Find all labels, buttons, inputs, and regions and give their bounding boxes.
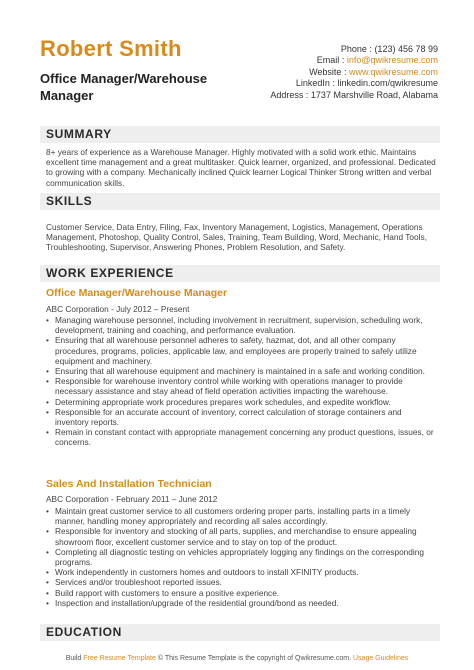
linkedin-value: linkedin.com/qwikresume [337, 78, 438, 89]
summary-text: 8+ years of experience as a Warehouse Manager. Highly motivated with a solid work ethic. Maintains excellent time management and a great multitasker. Quick learner, organized, and professional. Dedicated to growing with a company. Mechanically inclined Quick learner Logical Thinker Strong written and verbal communication skills. [46, 147, 436, 188]
footer-guidelines-link[interactable]: Usage Guidelines [353, 655, 409, 662]
footer [0, 655, 474, 662]
contact-website: Website : www.qwikresume.com [309, 66, 438, 77]
list-item: • Maintain great customer service to all customers ordering proper parts, installing parts in a timely manner, handling money appropriately and recording all sales accordingly. [46, 506, 436, 526]
contact-linkedin: LinkedIn : linkedin.com/qwikresume [295, 78, 438, 89]
contact-address: Address : 1737 Marshville Road, Alabama [270, 89, 438, 100]
list-item: • Determining appropriate work procedures prepares work schedules, and expedite workflow. [46, 397, 436, 407]
list-item: • Work independently in customers homes and outdoors to install XFINITY products. [46, 567, 436, 577]
footer-prefix: Build [65, 655, 82, 662]
experience-heading: WORK EXPERIENCE [40, 265, 440, 282]
job-company-1: ABC Corporation - July 2012 – Present [46, 304, 190, 314]
skills-text: Customer Service, Data Entry, Filing, Fax, Inventory Management, Logistics, Management, Operations Management, Photoshop, Quality Control, Sales, Training, Team Building, Word, Mechanic, Hand Tools, Troubleshooting, Supervisor, Answering Phones, Problem Resolution, and Safety. [46, 222, 427, 253]
list-item: • Ensuring that all warehouse personnel adheres to safety, hazmat, dot, and all other company procedures, programs, policies, applicable law, and employees are properly trained to safely utilize equipment and machinery. [46, 335, 436, 366]
job-bullets-2 [46, 506, 436, 608]
linkedin-label: LinkedIn [295, 78, 330, 89]
footer-template-link[interactable]: Free Resume Template [83, 655, 156, 662]
contact-phone: Phone : (123) 456 78 99 [340, 44, 438, 54]
list-item: • Responsible for warehouse inventory control while working with operations manager to provide necessary assistance and stay ahead of field operation activities impacting the warehouse. [46, 376, 436, 396]
list-item: • Services and/or troubleshoot reported issues. [46, 577, 436, 587]
job-company-2: ABC Corporation - February 2011 – June 2012 [46, 494, 218, 504]
list-item: • Ensuring that all warehouse equipment and machinery is maintained in a safe and working condition. [46, 366, 436, 376]
list-item: • Remain in constant contact with appropriate management concerning any product questions, issues, or concerns. [46, 427, 436, 447]
job-title-2: Sales And Installation Technician [46, 478, 212, 490]
list-item: • Inspection and installation/upgrade of the residential ground/bond as needed. [46, 598, 436, 608]
list-item: • Build rapport with customers to ensure a positive experience. [46, 588, 436, 598]
address-value: 1737 Marshville Road, Alabama [310, 89, 438, 100]
candidate-name: Robert Smith [40, 36, 182, 61]
list-item: • Responsible for an accurate account of inventory, correct calculation of storage containers and inventory reports. [46, 407, 436, 427]
email-label: Email [316, 55, 340, 66]
list-item: • Responsible for inventory and stocking of all parts, supplies, and merchandise to ensure appealing showroom floor, excellent customer service and to stay on top of the product. [46, 526, 436, 546]
job-bullets-1 [46, 315, 436, 448]
job-title-1: Office Manager/Warehouse Manager [46, 287, 228, 299]
footer-copyright: © This Resume Template is the copyright of Qwikresume.com. [157, 655, 352, 662]
website-label: Website [309, 66, 342, 77]
list-item: • Managing warehouse personnel, including involvement in recruitment, supervision, scheduling work, development, training and coaching, and performance evaluation. [46, 315, 436, 335]
email-link[interactable]: info@qwikresume.com [346, 55, 438, 66]
phone-value: (123) 456 78 99 [374, 44, 438, 54]
phone-label: Phone [340, 44, 367, 54]
contact-block [258, 44, 438, 101]
website-link[interactable]: www.qwikresume.com [348, 66, 438, 77]
summary-heading: SUMMARY [40, 126, 440, 143]
education-heading: EDUCATION [40, 624, 440, 641]
address-label: Address [270, 89, 304, 100]
list-item: • Completing all diagnostic testing on vehicles appropriately logging any findings on the corresponding programs. [46, 547, 436, 567]
candidate-title: Office Manager/Warehouse Manager [40, 71, 208, 103]
skills-heading: SKILLS [40, 193, 440, 210]
contact-email: Email : info@qwikresume.com [316, 55, 438, 66]
